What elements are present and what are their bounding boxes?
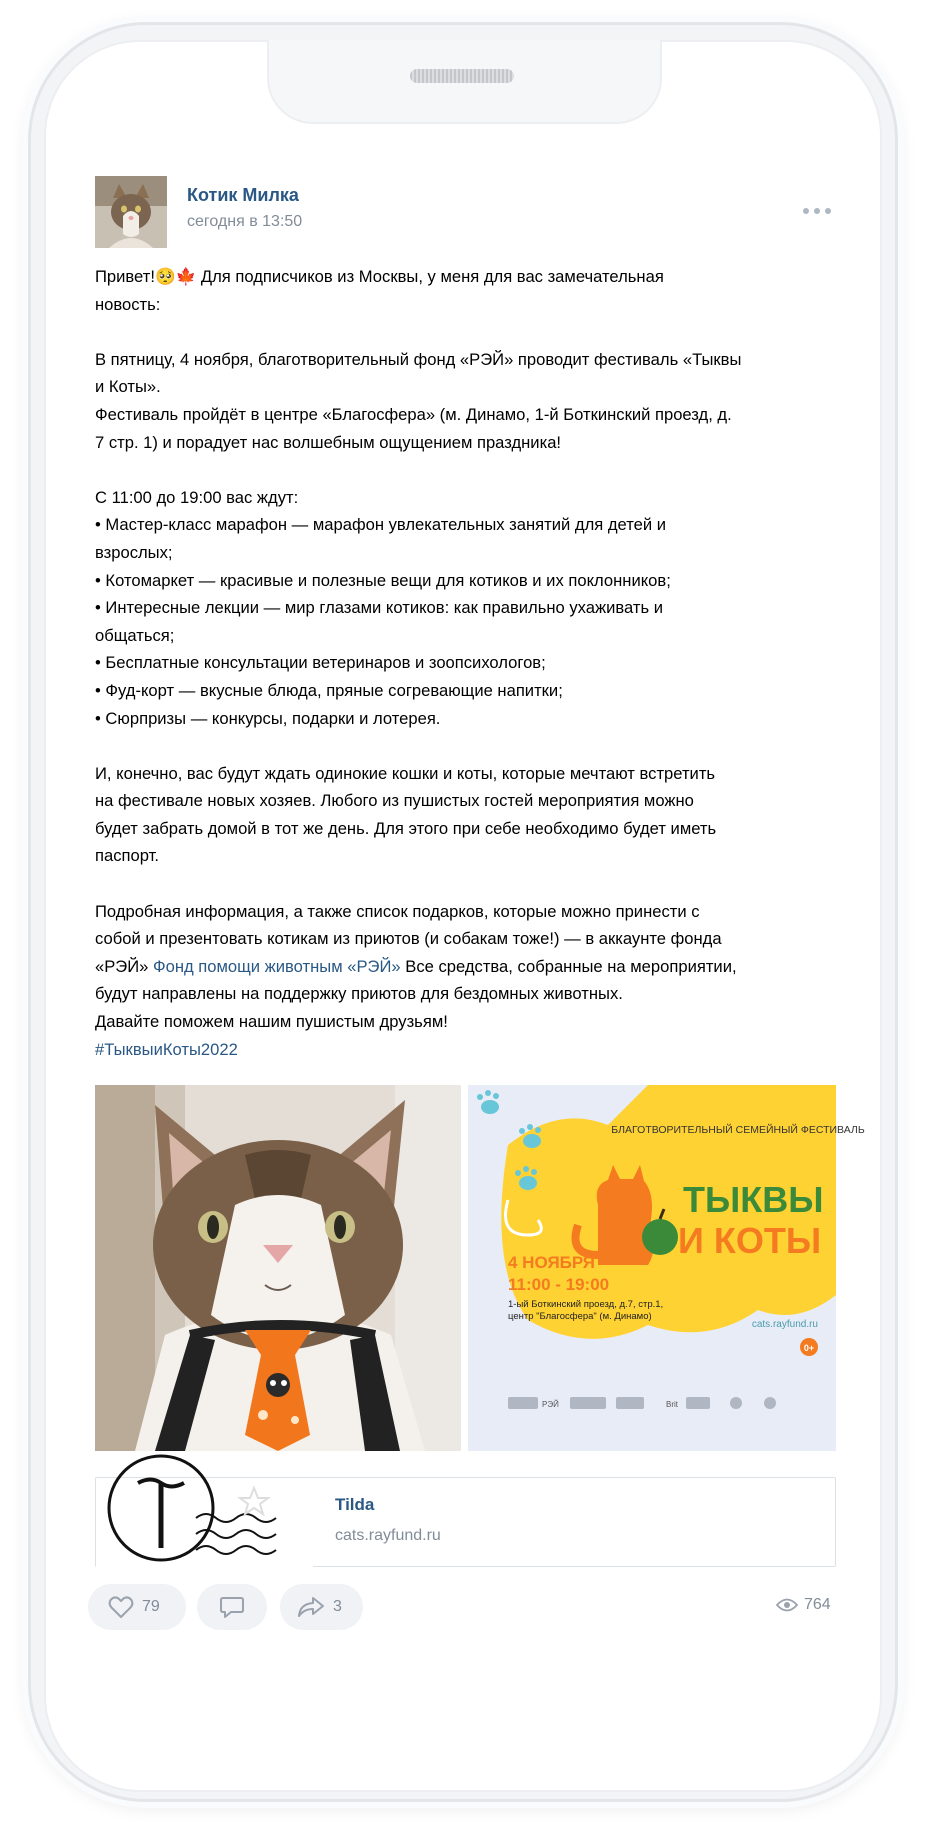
avatar[interactable] [95, 176, 167, 248]
view-counter [776, 1596, 831, 1614]
dot-icon [803, 208, 809, 214]
festival-poster-image [468, 1085, 865, 1451]
poster-address-line1: 1-ый Боткинский проезд, д.7, стр.1, [508, 1299, 664, 1310]
more-options-button[interactable] [803, 204, 831, 218]
poster-address-line2: центр "Благосфера" (м. Динамо) [508, 1311, 652, 1322]
share-button[interactable] [280, 1584, 363, 1630]
poster-date: 4 НОЯБРЯ [508, 1253, 596, 1272]
author-name[interactable]: Котик Милка [187, 185, 299, 205]
poster-age-badge: 0+ [803, 1343, 815, 1353]
comment-button[interactable] [197, 1584, 267, 1630]
snippet-title[interactable]: Tilda [335, 1495, 375, 1514]
fund-mention-link[interactable]: Фонд помощи животным «РЭЙ» [153, 956, 401, 976]
view-count: 764 [804, 1596, 831, 1613]
post-timestamp[interactable]: сегодня в 13:50 [187, 213, 303, 230]
paragraph-text: Подробная информация, а также список подарков, которые можно принести с собой и презентовать котикам из приютов (и собакам тоже!) — в аккаунте фонда «РЭЙ» [95, 901, 722, 976]
poster-title-line1: ТЫКВЫ [683, 1179, 824, 1220]
dot-icon [814, 208, 820, 214]
post-paragraph: В пятницу, 4 ноября, благотворительный фонд «РЭЙ» проводит фестиваль «Тыквы и Коты». Фестиваль пройдёт в центре «Благосфера» (м. Динамо, 1-й Боткинский проезд, д. 7 стр. 1) и порадует нас волшебным ощущением праздника! [95, 349, 742, 452]
hashtag-link[interactable]: #ТыквыиКоты2022 [95, 1039, 238, 1059]
post-paragraph: И, конечно, вас будут ждать одинокие кошки и коты, которые мечтают встретить на фестивале новых хозяев. Любого из пушистых гостей мероприятия можно будет забрать домой в тот же день. Для этого при себе необходимо будет иметь паспорт. [95, 763, 717, 866]
poster-title-line2: И КОТЫ [678, 1220, 822, 1261]
photo-cat[interactable] [95, 1085, 461, 1451]
poster-hours: 11:00 - 19:00 [508, 1275, 610, 1294]
share-count: 3 [333, 1598, 342, 1615]
poster-url: cats.rayfund.ru [751, 1319, 818, 1330]
tilda-logo-icon [96, 1478, 313, 1568]
post-paragraph: С 11:00 до 19:00 вас ждут: • Мастер-класс марафон — марафон увлекательных занятий для детей и взрослых; • Котомаркет — красивые и полезные вещи для котиков и их поклонников; • Интересные лекции — мир глазами котиков: как правильно ухаживать и общаться; • Бесплатные консультации ветеринаров и зоопсихологов; • Фуд-корт — вкусные блюда, пряные согревающие напитки; • Сюрпризы — конкурсы, подарки и лотерея. [95, 487, 671, 728]
post-paragraph: Привет!🥺🍁 Для подписчиков из Москвы, у меня для вас замечательная новость: [95, 267, 664, 314]
post-paragraph [95, 898, 840, 1036]
poster-partner-logo: РЭЙ [542, 1400, 559, 1409]
paragraph-text: Все средства, собранные на мероприятии, будут направлены на поддержку приютов для бездомных животных. Давайте поможем нашим пушистым друзьям! [95, 956, 737, 1032]
heart-icon [108, 1595, 134, 1619]
comment-icon [219, 1595, 245, 1619]
poster-subtitle: БЛАГОТВОРИТЕЛЬНЫЙ СЕМЕЙНЫЙ ФЕСТИВАЛЬ [611, 1124, 865, 1136]
photo-festival-poster[interactable] [468, 1085, 865, 1451]
like-button[interactable] [88, 1584, 186, 1630]
link-snippet[interactable] [95, 1477, 836, 1567]
snippet-thumbnail [96, 1478, 313, 1568]
cat-photo-image [95, 1085, 461, 1451]
poster-partner-logo: Brit [666, 1400, 678, 1409]
cat-avatar-image [95, 176, 167, 248]
post-text [95, 263, 840, 1063]
snippet-url: cats.rayfund.ru [335, 1527, 441, 1544]
speaker-grille [410, 69, 514, 83]
share-arrow-icon [297, 1595, 325, 1619]
dot-icon [825, 208, 831, 214]
eye-icon [776, 1597, 798, 1613]
like-count: 79 [142, 1598, 160, 1615]
